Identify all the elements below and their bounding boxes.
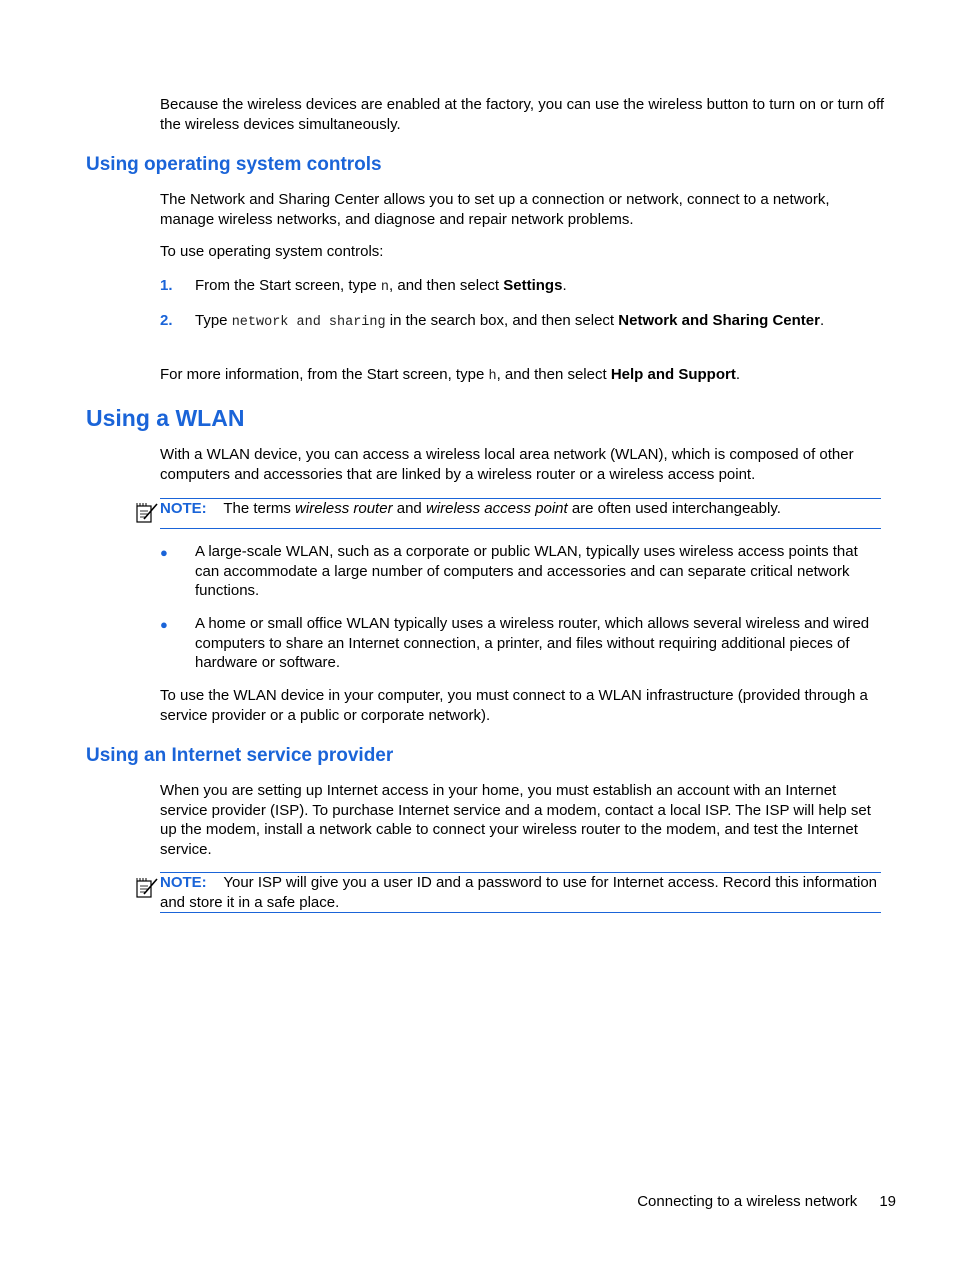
bullet-item: A large-scale WLAN, such as a corporate or public WLAN, typically uses wireless access points that can accommodate a large number of computers and accessories and can separate critical network functions.: [195, 543, 858, 599]
page-footer: [637, 1192, 896, 1212]
wlan-paragraph-2: To use the WLAN device in your computer, you must connect to a WLAN infrastructure (provided through a service provider or a public or corporate network).: [160, 687, 868, 724]
note-content: [160, 873, 881, 912]
note-box: [160, 872, 881, 913]
more-code: h: [488, 369, 497, 384]
note-icon: [135, 501, 159, 525]
note-pre: The terms: [223, 500, 296, 517]
heading-using-wlan: Using a WLAN: [86, 405, 245, 431]
note-icon: [135, 876, 159, 900]
os-paragraph: The Network and Sharing Center allows you to set up a connection or network, connect to a network, manage wireless networks, and diagnose and repair network problems.: [160, 191, 830, 228]
note-em-router: wireless router: [295, 500, 393, 517]
note-text: Your ISP will give you a user ID and a password to use for Internet access. Record this information and store it in a safe place.: [160, 874, 878, 911]
step-text-mid: in the search box, and then select: [385, 312, 619, 329]
bullet-icon: ●: [160, 545, 168, 560]
os-intro-line: To use operating system controls:: [160, 243, 384, 260]
step-text-pre: From the Start screen, type: [195, 277, 381, 294]
step-text-mid: , and then select: [389, 277, 504, 294]
intro-paragraph: Because the wireless devices are enabled at the factory, you can use the wireless button to turn on or turn off the wireless devices simultaneously.: [160, 96, 885, 133]
heading-os-controls: Using operating system controls: [86, 154, 382, 175]
step-bold: Network and Sharing Center: [618, 312, 820, 329]
step-text-pre: Type: [195, 312, 232, 329]
heading-isp: Using an Internet service provider: [86, 745, 394, 766]
note-em-access-point: wireless access point: [425, 500, 568, 517]
step-text: [195, 276, 885, 298]
step-text: [195, 311, 885, 333]
note-box: [160, 498, 881, 529]
more-bold: Help and Support: [610, 366, 736, 383]
step-text-post: .: [562, 277, 567, 294]
footer-section-title: Connecting to a wireless network: [637, 1193, 858, 1210]
step-bold: Settings: [503, 277, 563, 294]
step-code: network and sharing: [231, 315, 386, 330]
step-code: n: [380, 280, 390, 295]
note-content: [160, 499, 881, 519]
bullet-item: A home or small office WLAN typically uses a wireless router, which allows several wireless and wired computers to share an Internet connection, a printer, and files without requiring additional pieces of hardware or software.: [195, 615, 870, 671]
step-text-post: .: [819, 312, 825, 329]
note-mid: and: [392, 500, 426, 517]
more-pre: For more information, from the Start screen, type: [160, 366, 489, 383]
note-label: NOTE:: [160, 874, 207, 891]
wlan-paragraph: With a WLAN device, you can access a wireless local area network (WLAN), which is composed of other computers and accessories that are linked by a wireless router or a wireless access point.: [160, 446, 854, 483]
step-number: 1.: [160, 277, 173, 294]
more-post: .: [735, 366, 740, 383]
step-number: 2.: [160, 312, 173, 329]
more-mid: , and then select: [496, 366, 611, 383]
note-post: are often used interchangeably.: [567, 500, 781, 517]
note-label: NOTE:: [160, 500, 207, 517]
more-info-line: [160, 365, 885, 387]
page-number: 19: [879, 1193, 896, 1210]
isp-paragraph: When you are setting up Internet access in your home, you must establish an account with an Internet service provider (ISP). To purchase Internet service and a modem, contact a local ISP. The ISP will help set up the modem, install a network cable to connect your wireless router to the modem, and test the Internet service.: [160, 782, 871, 858]
bullet-icon: ●: [160, 617, 168, 632]
